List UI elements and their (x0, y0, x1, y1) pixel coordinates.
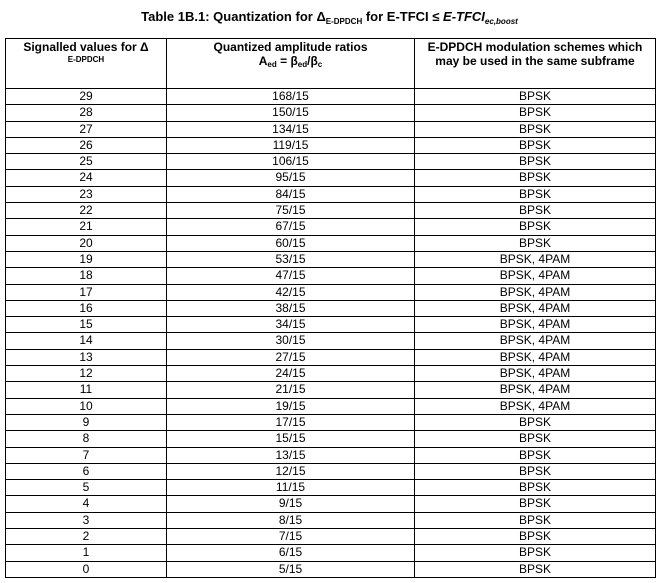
table-row (6, 170, 656, 186)
cell-amplitude-ratio: 47/15 (167, 268, 415, 284)
cell-amplitude-ratio: 6/15 (167, 545, 415, 561)
cell-signalled-value: 26 (6, 137, 167, 153)
cell-modulation-schemes: BPSK (415, 170, 656, 186)
cell-amplitude-ratio: 13/15 (167, 447, 415, 463)
table-row (6, 545, 656, 561)
title-middle: for E-TFCI ≤ (362, 9, 444, 24)
cell-modulation-schemes: BPSK (415, 154, 656, 170)
table-row (6, 137, 656, 153)
cell-amplitude-ratio: 12/15 (167, 463, 415, 479)
table-row (6, 105, 656, 121)
cell-modulation-schemes: BPSK, 4PAM (415, 251, 656, 267)
cell-modulation-schemes: BPSK (415, 105, 656, 121)
table-row (6, 349, 656, 365)
cell-modulation-schemes: BPSK (415, 480, 656, 496)
cell-amplitude-ratio: 60/15 (167, 235, 415, 251)
cell-modulation-schemes: BPSK (415, 431, 656, 447)
formula-a: A (258, 54, 268, 68)
quantization-table (5, 38, 656, 578)
cell-modulation-schemes: BPSK (415, 121, 656, 137)
cell-signalled-value: 10 (6, 398, 167, 414)
cell-signalled-value: 5 (6, 480, 167, 496)
cell-signalled-value: 3 (6, 512, 167, 528)
cell-modulation-schemes: BPSK (415, 137, 656, 153)
cell-amplitude-ratio: 119/15 (167, 137, 415, 153)
cell-modulation-schemes: BPSK (415, 89, 656, 105)
title-delta: Δ (316, 9, 326, 24)
cell-modulation-schemes: BPSK (415, 512, 656, 528)
cell-amplitude-ratio: 17/15 (167, 414, 415, 430)
table-row (6, 89, 656, 105)
cell-amplitude-ratio: 84/15 (167, 186, 415, 202)
cell-amplitude-ratio: 106/15 (167, 154, 415, 170)
cell-signalled-value: 20 (6, 235, 167, 251)
cell-amplitude-ratio: 7/15 (167, 529, 415, 545)
cell-signalled-value: 17 (6, 284, 167, 300)
table-row (6, 463, 656, 479)
table-row (6, 561, 656, 577)
cell-amplitude-ratio: 15/15 (167, 431, 415, 447)
cell-signalled-value: 18 (6, 268, 167, 284)
formula-beta-c: /β (307, 54, 318, 68)
cell-signalled-value: 15 (6, 317, 167, 333)
table-row (6, 154, 656, 170)
table-row (6, 251, 656, 267)
cell-modulation-schemes: BPSK, 4PAM (415, 284, 656, 300)
header-signalled-values (6, 39, 167, 89)
cell-modulation-schemes: BPSK (415, 463, 656, 479)
formula-beta: = β (276, 54, 298, 68)
cell-amplitude-ratio: 8/15 (167, 512, 415, 528)
table-title (0, 8, 659, 31)
cell-signalled-value: 14 (6, 333, 167, 349)
cell-modulation-schemes: BPSK (415, 186, 656, 202)
cell-signalled-value: 8 (6, 431, 167, 447)
cell-amplitude-ratio: 42/15 (167, 284, 415, 300)
cell-signalled-value: 2 (6, 529, 167, 545)
title-delta-subscript: E-DPDCH (325, 17, 363, 26)
table-row (6, 219, 656, 235)
cell-amplitude-ratio: 30/15 (167, 333, 415, 349)
table-row (6, 480, 656, 496)
cell-signalled-value: 22 (6, 203, 167, 219)
cell-signalled-value: 19 (6, 251, 167, 267)
cell-signalled-value: 6 (6, 463, 167, 479)
cell-signalled-value: 27 (6, 121, 167, 137)
cell-modulation-schemes: BPSK, 4PAM (415, 366, 656, 382)
cell-amplitude-ratio: 21/15 (167, 382, 415, 398)
table-row (6, 512, 656, 528)
header-signalled-line1: Signalled values for Δ (23, 40, 149, 54)
table-row (6, 300, 656, 316)
header-amplitude-ratios (167, 39, 415, 89)
header-modulation-schemes (415, 39, 656, 89)
cell-modulation-schemes: BPSK, 4PAM (415, 398, 656, 414)
cell-amplitude-ratio: 24/15 (167, 366, 415, 382)
cell-amplitude-ratio: 9/15 (167, 496, 415, 512)
table-row (6, 284, 656, 300)
cell-amplitude-ratio: 134/15 (167, 121, 415, 137)
cell-signalled-value: 0 (6, 561, 167, 577)
cell-signalled-value: 11 (6, 382, 167, 398)
cell-amplitude-ratio: 27/15 (167, 349, 415, 365)
cell-amplitude-ratio: 150/15 (167, 105, 415, 121)
cell-amplitude-ratio: 95/15 (167, 170, 415, 186)
cell-modulation-schemes: BPSK, 4PAM (415, 317, 656, 333)
cell-amplitude-ratio: 5/15 (167, 561, 415, 577)
cell-signalled-value: 1 (6, 545, 167, 561)
cell-signalled-value: 9 (6, 414, 167, 430)
table-row (6, 235, 656, 251)
cell-signalled-value: 13 (6, 349, 167, 365)
cell-signalled-value: 25 (6, 154, 167, 170)
cell-signalled-value: 12 (6, 366, 167, 382)
table-row (6, 121, 656, 137)
table-row (6, 203, 656, 219)
table-row (6, 414, 656, 430)
formula-c-subscript: c (317, 60, 323, 69)
table-body (6, 89, 656, 578)
table-row (6, 317, 656, 333)
cell-modulation-schemes: BPSK, 4PAM (415, 382, 656, 398)
cell-modulation-schemes: BPSK (415, 219, 656, 235)
header-modulation-text: E-DPDCH modulation schemes which may be used in the same subframe (427, 40, 643, 68)
cell-modulation-schemes: BPSK (415, 414, 656, 430)
table-row (6, 496, 656, 512)
title-italic: E-TFCI (443, 9, 485, 24)
header-amplitude-formula (167, 54, 414, 72)
cell-signalled-value: 23 (6, 186, 167, 202)
table-row (6, 333, 656, 349)
cell-amplitude-ratio: 19/15 (167, 398, 415, 414)
table-row (6, 382, 656, 398)
title-italic-subscript: ec,boost (484, 17, 518, 26)
header-row (6, 39, 656, 89)
cell-modulation-schemes: BPSK (415, 235, 656, 251)
formula-beta-subscript: ed (297, 60, 308, 69)
cell-modulation-schemes: BPSK (415, 561, 656, 577)
cell-modulation-schemes: BPSK (415, 447, 656, 463)
cell-amplitude-ratio: 11/15 (167, 480, 415, 496)
header-amplitude-line1: Quantized amplitude ratios (213, 40, 368, 54)
cell-modulation-schemes: BPSK, 4PAM (415, 349, 656, 365)
cell-amplitude-ratio: 75/15 (167, 203, 415, 219)
cell-signalled-value: 28 (6, 105, 167, 121)
cell-modulation-schemes: BPSK (415, 203, 656, 219)
cell-amplitude-ratio: 34/15 (167, 317, 415, 333)
cell-signalled-value: 21 (6, 219, 167, 235)
cell-amplitude-ratio: 67/15 (167, 219, 415, 235)
cell-modulation-schemes: BPSK (415, 496, 656, 512)
cell-modulation-schemes: BPSK, 4PAM (415, 300, 656, 316)
cell-signalled-value: 4 (6, 496, 167, 512)
title-prefix: Table 1B.1: Quantization for (141, 9, 317, 24)
table-row (6, 447, 656, 463)
table-row (6, 186, 656, 202)
cell-modulation-schemes: BPSK (415, 545, 656, 561)
cell-amplitude-ratio: 53/15 (167, 251, 415, 267)
cell-modulation-schemes: BPSK (415, 529, 656, 545)
cell-signalled-value: 29 (6, 89, 167, 105)
table-row (6, 431, 656, 447)
table-row (6, 366, 656, 382)
table-row (6, 268, 656, 284)
cell-signalled-value: 16 (6, 300, 167, 316)
cell-modulation-schemes: BPSK, 4PAM (415, 268, 656, 284)
formula-a-subscript: ed (267, 60, 277, 69)
cell-amplitude-ratio: 168/15 (167, 89, 415, 105)
table-row (6, 529, 656, 545)
cell-signalled-value: 24 (6, 170, 167, 186)
cell-amplitude-ratio: 38/15 (167, 300, 415, 316)
cell-signalled-value: 7 (6, 447, 167, 463)
header-signalled-line2: E-DPDCH (67, 55, 105, 64)
table-row (6, 398, 656, 414)
cell-modulation-schemes: BPSK, 4PAM (415, 333, 656, 349)
